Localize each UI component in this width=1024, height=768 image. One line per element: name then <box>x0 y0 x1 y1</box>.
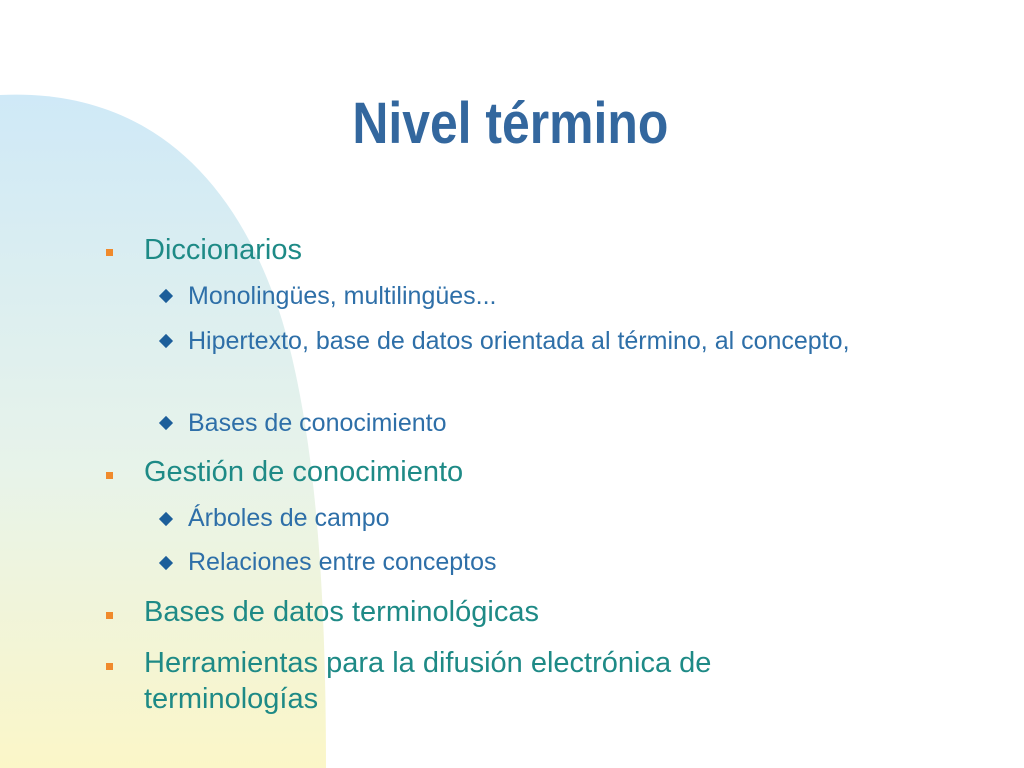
sub-item-label: Relaciones entre conceptos <box>188 548 497 576</box>
sub-item-label: Bases de conocimiento <box>188 409 447 437</box>
diamond-bullet-icon <box>159 556 173 570</box>
sub-item-label: Hipertexto, base de datos orientada al término, al concepto, <box>188 327 850 355</box>
square-bullet-icon <box>106 612 113 619</box>
list-item-label: Diccionarios <box>144 234 302 266</box>
diamond-bullet-icon <box>159 512 173 526</box>
sub-item-label: Monolingües, multilingües... <box>188 282 497 310</box>
diamond-bullet-icon <box>159 416 173 430</box>
list-item-label: Herramientas para la difusión electrónica de terminologías <box>144 647 712 715</box>
diamond-bullet-icon <box>159 334 173 348</box>
sub-item-label: Árboles de campo <box>188 504 390 532</box>
list-item-label: Gestión de conocimiento <box>144 456 464 488</box>
slide-title: Nivel término <box>352 91 669 156</box>
square-bullet-icon <box>106 249 113 256</box>
square-bullet-icon <box>106 663 113 670</box>
list-item-label: Bases de datos terminológicas <box>144 596 539 628</box>
square-bullet-icon <box>106 472 113 479</box>
diamond-bullet-icon <box>159 289 173 303</box>
